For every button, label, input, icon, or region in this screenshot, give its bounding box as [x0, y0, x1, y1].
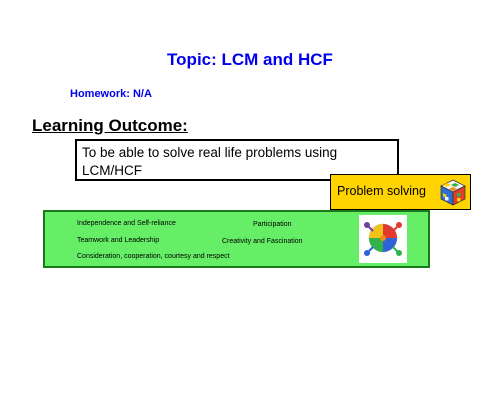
homework-label: Homework: N/A	[70, 88, 152, 100]
learning-outcome-heading: Learning Outcome:	[32, 116, 188, 135]
problem-solving-label: Problem solving	[337, 184, 426, 198]
learning-outcome-line-2: LCM/HCF	[82, 163, 142, 178]
skill-independence: Independence and Self-reliance	[77, 220, 176, 227]
rubiks-cube-icon	[439, 178, 467, 206]
skills-panel	[43, 210, 430, 268]
page-title: Topic: LCM and HCF	[167, 50, 333, 69]
puzzle-people-icon	[359, 215, 407, 263]
skill-participation: Participation	[253, 221, 292, 228]
skill-consideration: Consideration, cooperation, courtesy and respect	[77, 253, 230, 260]
learning-outcome-line-1: To be able to solve real life problems using	[82, 145, 338, 160]
problem-solving-badge	[330, 174, 471, 210]
skill-creativity: Creativity and Fascination	[222, 238, 303, 245]
skill-teamwork: Teamwork and Leadership	[77, 237, 160, 244]
